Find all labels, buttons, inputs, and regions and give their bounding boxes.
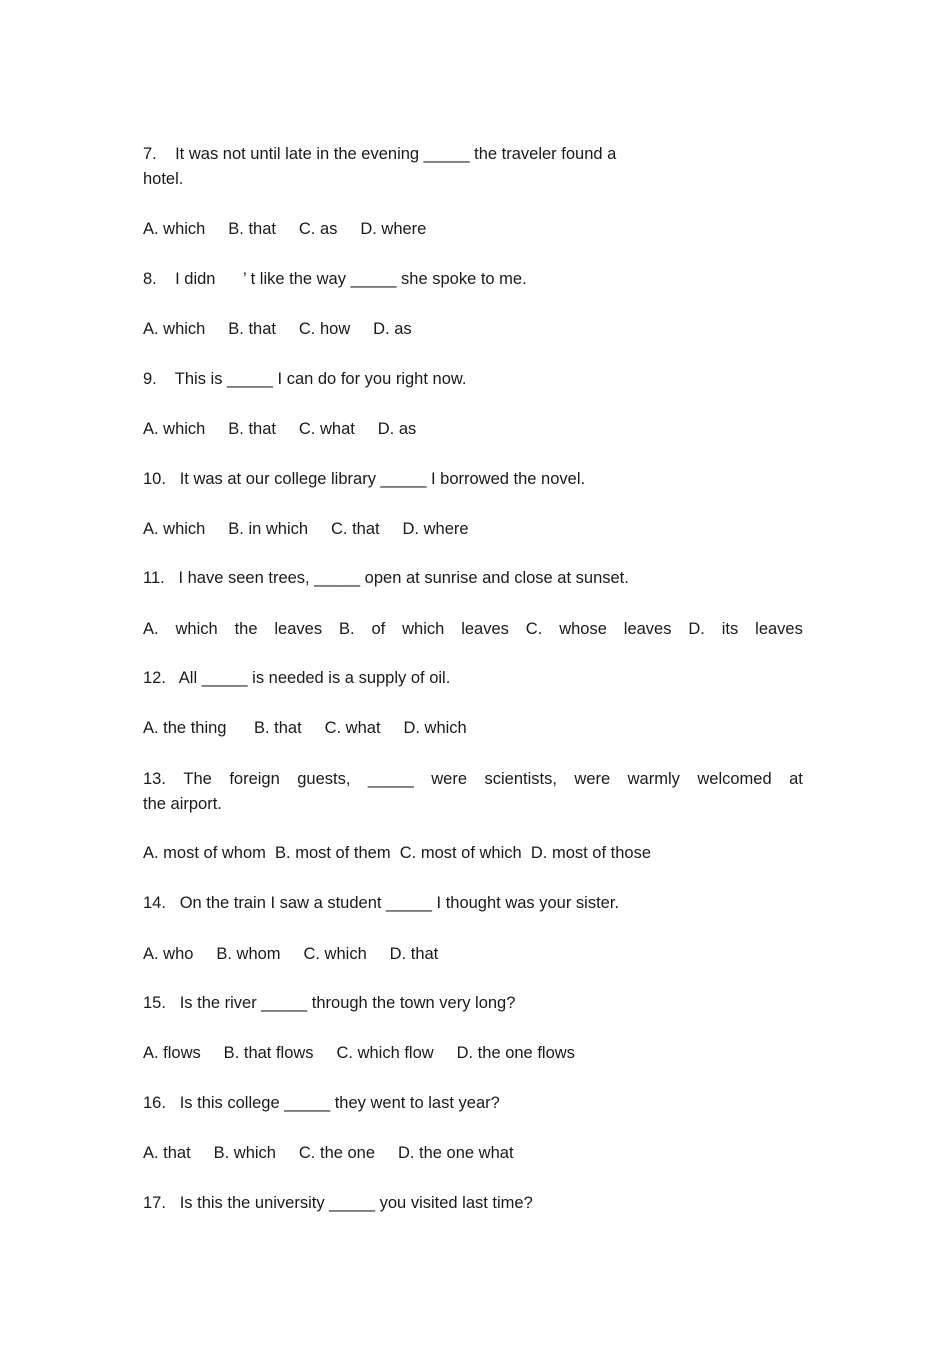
option-token: C. [525,620,543,638]
question-token: at [789,770,803,788]
option-token: whose [559,620,607,638]
question-10: 10. It was at our college library _____ I borrowed the novel. [143,470,586,488]
option-token: leaves [274,620,323,638]
question-token: _____ [367,770,414,788]
question-13-continued: the airport. [143,795,222,813]
options-9: A. which B. that C. what D. as [143,420,417,438]
question-12: 12. All _____ is needed is a supply of oil. [143,669,451,687]
option-token: which [175,620,218,638]
options-12: A. the thing B. that C. what D. which [143,719,467,737]
question-7-continued: hotel. [143,170,184,188]
question-16: 16. Is this college _____ they went to last year? [143,1094,500,1112]
option-token: which [402,620,445,638]
question-token: scientists, [484,770,557,788]
option-token: leaves [461,620,509,638]
question-token: guests, [297,770,351,788]
options-11 [143,617,803,642]
question-8: 8. I didn ’ t like the way _____ she spoke to me. [143,270,527,288]
option-token: leaves [623,620,672,638]
question-token: The [183,770,212,788]
question-13 [143,767,803,792]
question-14: 14. On the train I saw a student _____ I thought was your sister. [143,894,620,912]
question-token: 13. [143,770,166,788]
question-7: 7. It was not until late in the evening _____ the traveler found a [143,145,617,163]
option-token: A. [143,620,159,638]
option-token: leaves [755,620,803,638]
options-14: A. who B. whom C. which D. that [143,945,439,963]
option-token: D. [688,620,705,638]
question-token: were [431,770,468,788]
question-9: 9. This is _____ I can do for you right now. [143,370,467,388]
option-token: its [721,620,739,638]
options-13: A. most of whom B. most of them C. most of which D. most of those [143,844,652,862]
options-16: A. that B. which C. the one D. the one what [143,1144,514,1162]
option-token: of [371,620,386,638]
option-token: the [234,620,258,638]
question-token: were [574,770,611,788]
question-11: 11. I have seen trees, _____ open at sunrise and close at sunset. [143,569,629,587]
question-token: foreign [229,770,280,788]
options-10: A. which B. in which C. that D. where [143,520,469,538]
option-token: B. [338,620,355,638]
question-17: 17. Is this the university _____ you visited last time? [143,1194,533,1212]
options-8: A. which B. that C. how D. as [143,320,412,338]
options-7: A. which B. that C. as D. where [143,220,427,238]
options-15: A. flows B. that flows C. which flow D. the one flows [143,1044,575,1062]
question-token: welcomed [697,770,772,788]
question-token: warmly [627,770,680,788]
question-15: 15. Is the river _____ through the town very long? [143,994,516,1012]
